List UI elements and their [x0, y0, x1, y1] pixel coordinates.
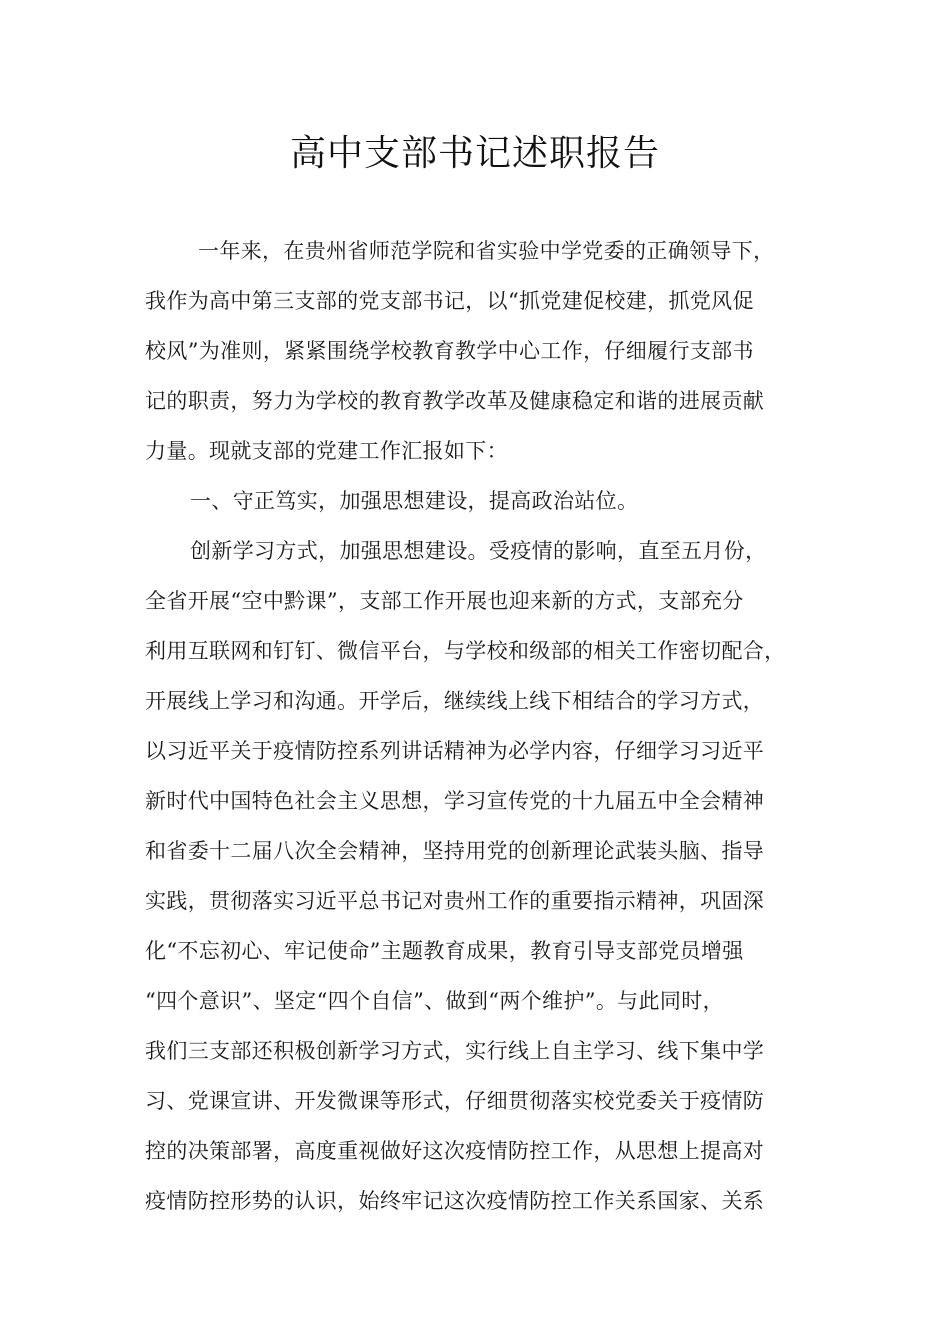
body-line: 利用互联网和钉钉、微信平台，与学校和级部的相关工作密切配合，: [145, 639, 786, 663]
body-line: 开展线上学习和沟通。开学后，继续线上线下相结合的学习方式，: [145, 689, 765, 713]
body-line: 我们三支部还积极创新学习方式，实行线上自主学习、线下集中学: [145, 1039, 765, 1063]
body-line: 记的职责，努力为学校的教育教学改革及健康稳定和谐的进展贡献: [145, 389, 765, 413]
body-line: 控的决策部署，高度重视做好这次疫情防控工作，从思想上提高对: [145, 1139, 765, 1163]
document-title: 高中支部书记述职报告: [289, 133, 660, 174]
body-line: 一年来，在贵州省师范学院和省实验中学党委的正确领导下，: [198, 239, 775, 263]
body-line: 疫情防控形势的认识，始终牢记这次疫情防控工作关系国家、关系: [145, 1189, 765, 1213]
body-line: 习、党课宣讲、开发微课等形式，仔细贯彻落实校党委关于疫情防: [145, 1089, 765, 1113]
body-line: 化“不忘初心、牢记使命”主题教育成果，教育引导支部党员增强: [145, 939, 744, 963]
body-line: “四个意识”、坚定“四个自信”、做到“两个维护”。与此同时，: [145, 989, 724, 1013]
body-line: 实践，贯彻落实习近平总书记对贵州工作的重要指示精神，巩固深: [145, 889, 765, 913]
body-line: 校风”为准则，紧紧围绕学校教育教学中心工作，仔细履行支部书: [145, 339, 754, 363]
body-line: 创新学习方式，加强思想建设。受疫情的影响，直至五月份，: [190, 539, 767, 563]
body-line: 全省开展“空中黔课”，支部工作开展也迎来新的方式，支部充分: [145, 589, 744, 613]
body-line: 以习近平关于疫情防控系列讲话精神为必学内容，仔细学习习近平: [145, 739, 765, 763]
section-heading: 一、守正笃实，加强思想建设，提高政治站位。: [190, 489, 639, 513]
body-line: 新时代中国特色社会主义思想，学习宣传党的十九届五中全会精神: [145, 789, 765, 813]
body-line: 我作为高中第三支部的党支部书记，以“抓党建促校建，抓党风促: [145, 289, 754, 313]
body-line: 力量。现就支部的党建工作汇报如下：: [145, 439, 508, 463]
body-line: 和省委十二届八次全会精神，坚持用党的创新理论武装头脑、指导: [145, 839, 765, 863]
